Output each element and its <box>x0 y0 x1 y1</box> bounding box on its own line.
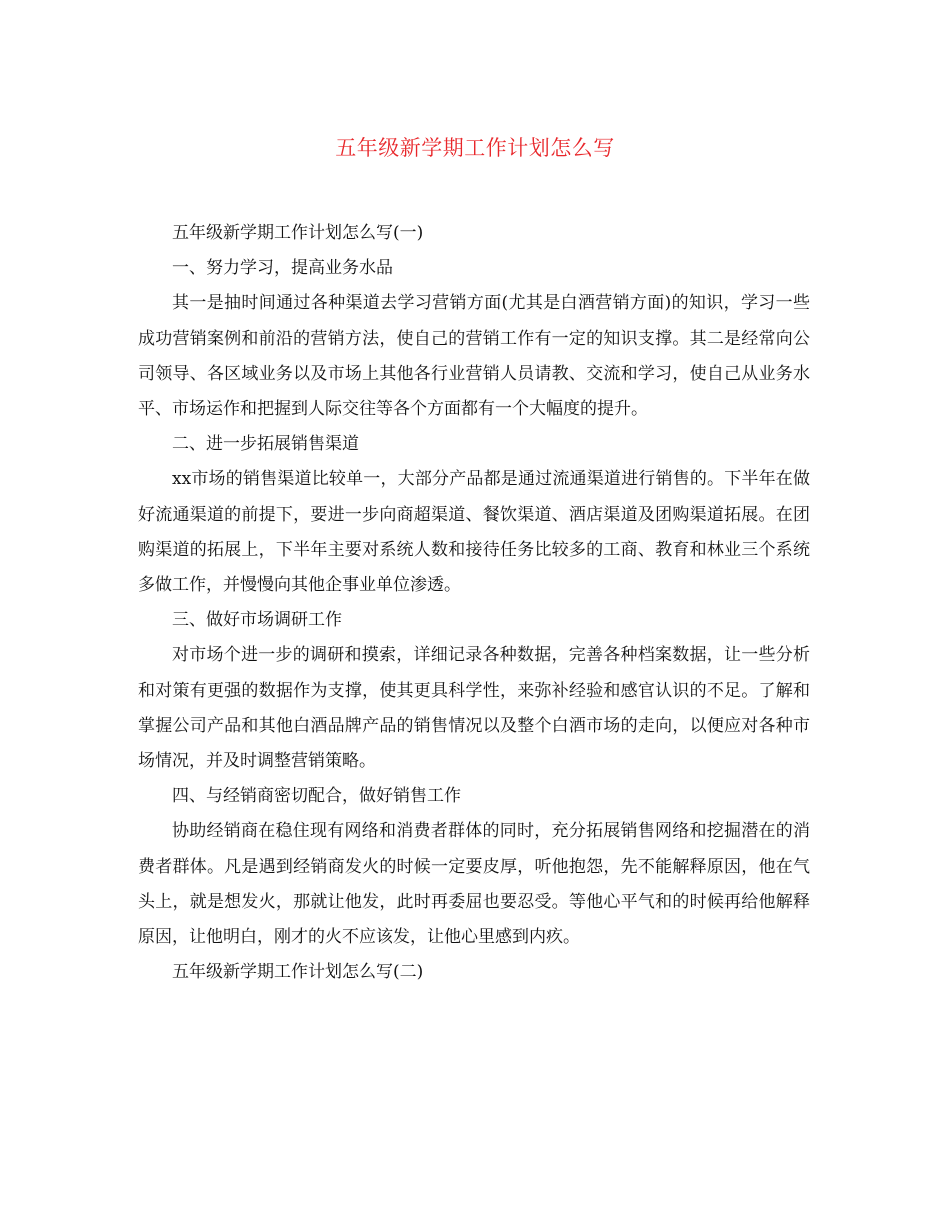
paragraph-channels: xx市场的销售渠道比较单一，大部分产品都是通过流通渠道进行销售的。下半年在做好流通渠道的前提下，要进一步向商超渠道、餐饮渠道、酒店渠道及团购渠道拓展。在团购渠道的拓展上，下半年主要对系统人数和接待任务比较多的工商、教育和林业三个系统多做工作，并慢慢向其他企事业单位渗透。 <box>138 469 810 596</box>
heading-research: 三、做好市场调研工作 <box>172 610 342 631</box>
heading-channels: 二、进一步拓展销售渠道 <box>172 434 359 455</box>
heading-study: 一、努力学习，提高业务水品 <box>172 258 393 279</box>
paragraph-dealers: 协助经销商在稳住现有网络和消费者群体的同时，充分拓展销售网络和挖掘潜在的消费者群体。凡是遇到经销商发火的时候一定要皮厚，听他抱怨，先不能解释原因，他在气头上，就是想发火，那就让他发，此时再委屈也要忍受。等他心平气和的时候再给他解释原因，让他明白，刚才的火不应该发，让他心里感到内疚。 <box>138 821 810 948</box>
paragraph-research: 对市场个进一步的调研和摸索，详细记录各种数据，完善各种档案数据，让一些分析和对策有更强的数据作为支撑，使其更具科学性，来弥补经验和感官认识的不足。了解和掌握公司产品和其他白酒品牌产品的销售情况以及整个白酒市场的走向，以便应对各种市场情况，并及时调整营销策略。 <box>138 645 810 772</box>
paragraph-study: 其一是抽时间通过各种渠道去学习营销方面(尤其是白酒营销方面)的知识，学习一些成功营销案例和前沿的营销方法，使自己的营销工作有一定的知识支撑。其二是经常向公司领导、各区域业务以及市场上其他各行业营销人员请教、交流和学习，使自己从业务水平、市场运作和把握到人际交往等各个方面都有一个大幅度的提升。 <box>138 293 810 420</box>
section-heading-part-two: 五年级新学期工作计划怎么写(二) <box>172 962 424 983</box>
document-body <box>138 216 810 990</box>
heading-dealers: 四、与经销商密切配合，做好销售工作 <box>172 786 461 807</box>
document-title: 五年级新学期工作计划怎么写 <box>335 136 615 160</box>
section-heading-part-one: 五年级新学期工作计划怎么写(一) <box>172 223 424 243</box>
